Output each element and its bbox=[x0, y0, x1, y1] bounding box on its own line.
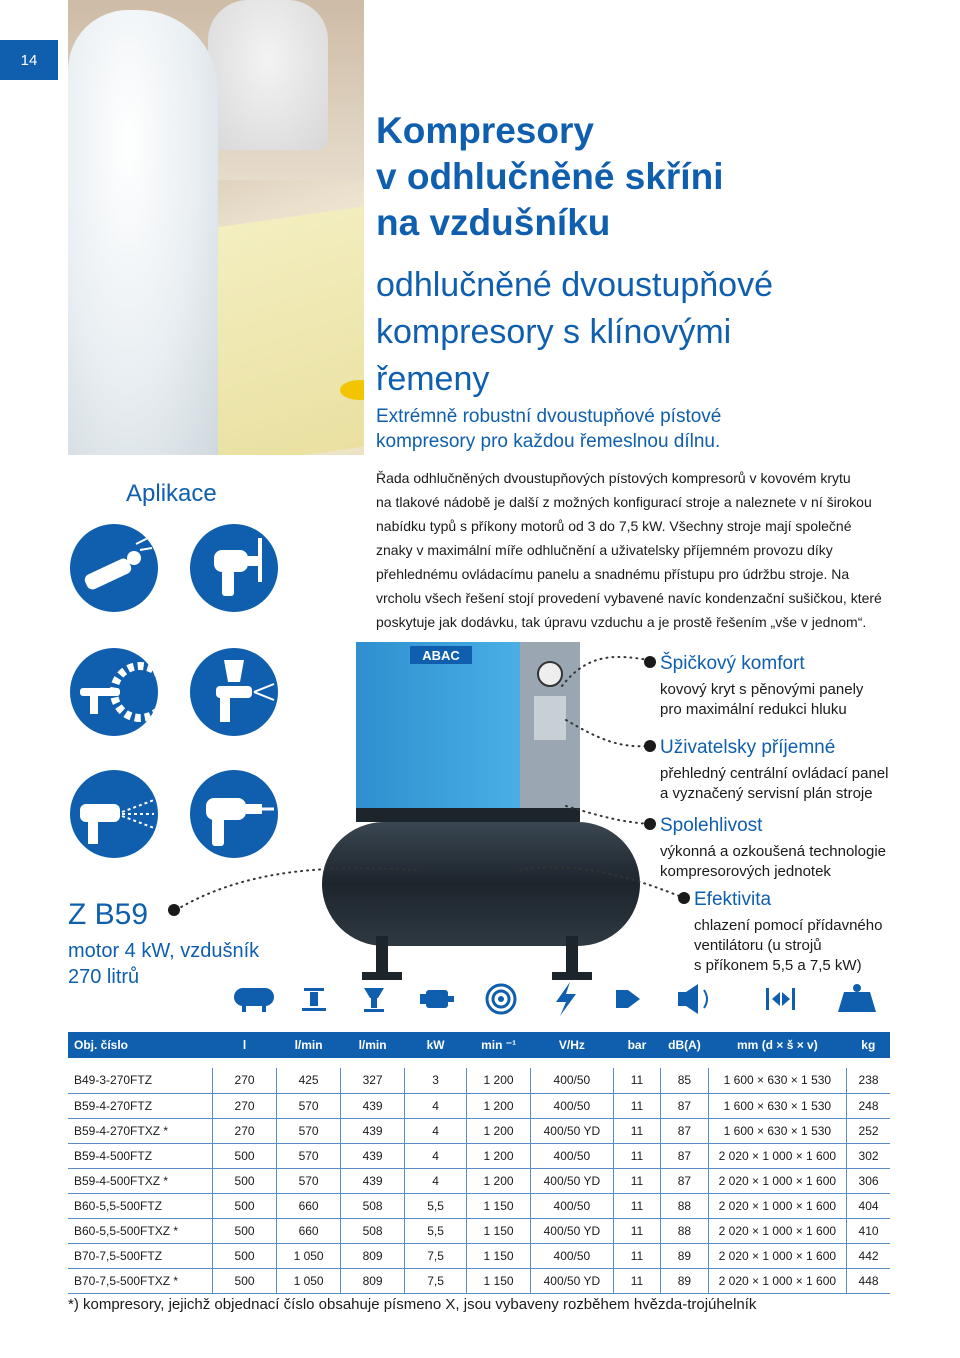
table-cell: 11 bbox=[613, 1093, 661, 1118]
table-cell: 11 bbox=[613, 1143, 661, 1168]
table-cell: 1 150 bbox=[467, 1268, 531, 1293]
table-cell: 404 bbox=[847, 1193, 890, 1218]
table-cell: 88 bbox=[661, 1193, 709, 1218]
table-row bbox=[68, 1193, 890, 1218]
table-cell: 85 bbox=[661, 1068, 709, 1093]
table-cell: 400/50 YD bbox=[531, 1118, 614, 1143]
table-cell: B49-3-270FTZ bbox=[68, 1068, 213, 1093]
table-cell: B60-5,5-500FTZ bbox=[68, 1193, 213, 1218]
table-row bbox=[68, 1118, 890, 1143]
table-cell: 570 bbox=[277, 1093, 341, 1118]
table-cell: B59-4-270FTXZ * bbox=[68, 1118, 213, 1143]
table-cell: 2 020 × 1 000 × 1 600 bbox=[708, 1143, 846, 1168]
table-cell: 1 150 bbox=[467, 1243, 531, 1268]
table-cell: B60-5,5-500FTXZ * bbox=[68, 1218, 213, 1243]
feature-comfort bbox=[660, 652, 863, 720]
table-cell: 87 bbox=[661, 1118, 709, 1143]
table-cell: 89 bbox=[661, 1268, 709, 1293]
spec-table bbox=[68, 1032, 890, 1294]
table-cell: 400/50 bbox=[531, 1193, 614, 1218]
table-row bbox=[68, 1093, 890, 1118]
table-row bbox=[68, 1068, 890, 1093]
page-number: 14 bbox=[0, 40, 58, 80]
leader-dot bbox=[644, 740, 656, 752]
table-cell: 500 bbox=[213, 1143, 277, 1168]
table-cell: 87 bbox=[661, 1093, 709, 1118]
table-cell: 5,5 bbox=[405, 1193, 467, 1218]
air-intake-icon bbox=[302, 988, 326, 1011]
col-header: l/min bbox=[277, 1032, 341, 1058]
table-cell: 7,5 bbox=[405, 1243, 467, 1268]
motor-icon bbox=[420, 990, 454, 1008]
table-cell: 400/50 bbox=[531, 1143, 614, 1168]
table-cell: 809 bbox=[341, 1268, 405, 1293]
table-cell: 87 bbox=[661, 1143, 709, 1168]
table-cell: 570 bbox=[277, 1143, 341, 1168]
leader-dot bbox=[644, 656, 656, 668]
noise-icon bbox=[678, 984, 707, 1014]
feature-efficiency bbox=[694, 888, 882, 976]
table-cell: 660 bbox=[277, 1218, 341, 1243]
feature-title: Spolehlivost bbox=[660, 815, 763, 836]
leader-dot bbox=[168, 904, 180, 916]
table-cell: 3 bbox=[405, 1068, 467, 1093]
table-cell: 439 bbox=[341, 1168, 405, 1193]
feature-reliability bbox=[660, 814, 886, 882]
air-delivery-icon bbox=[364, 988, 384, 1012]
table-cell: 439 bbox=[341, 1093, 405, 1118]
table-cell: 500 bbox=[213, 1193, 277, 1218]
spec-icon-row bbox=[230, 978, 890, 1018]
table-cell: 1 200 bbox=[467, 1068, 531, 1093]
table-cell: 500 bbox=[213, 1168, 277, 1193]
table-cell: 1 200 bbox=[467, 1118, 531, 1143]
table-cell: 11 bbox=[613, 1118, 661, 1143]
model-description: motor 4 kW, vzdušník 270 litrů bbox=[68, 940, 260, 988]
col-header: mm (d × š × v) bbox=[708, 1032, 846, 1058]
col-header: V/Hz bbox=[531, 1032, 614, 1058]
table-cell: 2 020 × 1 000 × 1 600 bbox=[708, 1268, 846, 1293]
col-header: min ⁻¹ bbox=[467, 1032, 531, 1058]
col-header: l/min bbox=[341, 1032, 405, 1058]
table-cell: 302 bbox=[847, 1143, 890, 1168]
table-cell: 11 bbox=[613, 1068, 661, 1093]
table-cell: 4 bbox=[405, 1093, 467, 1118]
table-cell: 439 bbox=[341, 1118, 405, 1143]
table-cell: 2 020 × 1 000 × 1 600 bbox=[708, 1168, 846, 1193]
feature-title: Efektivita bbox=[694, 889, 772, 910]
table-cell: 11 bbox=[613, 1268, 661, 1293]
table-cell: 1 050 bbox=[277, 1243, 341, 1268]
feature-usability bbox=[660, 736, 889, 804]
table-cell: 11 bbox=[613, 1193, 661, 1218]
table-cell: 425 bbox=[277, 1068, 341, 1093]
table-header-row bbox=[68, 1032, 890, 1058]
col-header: bar bbox=[613, 1032, 661, 1058]
table-cell: 252 bbox=[847, 1118, 890, 1143]
table-cell: 270 bbox=[213, 1068, 277, 1093]
table-cell: 4 bbox=[405, 1168, 467, 1193]
feature-text: výkonná a ozkoušená technologie kompresorových jednotek bbox=[660, 843, 886, 880]
table-cell: 2 020 × 1 000 × 1 600 bbox=[708, 1243, 846, 1268]
tank-icon bbox=[234, 988, 274, 1012]
table-row bbox=[68, 1168, 890, 1193]
table-cell: 1 200 bbox=[467, 1168, 531, 1193]
table-cell: 570 bbox=[277, 1168, 341, 1193]
pressure-icon bbox=[616, 990, 640, 1008]
applications-label: Aplikace bbox=[126, 480, 217, 507]
table-cell: 508 bbox=[341, 1193, 405, 1218]
table-cell: 270 bbox=[213, 1093, 277, 1118]
table-cell: 248 bbox=[847, 1093, 890, 1118]
table-row bbox=[68, 1268, 890, 1293]
table-cell: 11 bbox=[613, 1168, 661, 1193]
table-cell: 89 bbox=[661, 1243, 709, 1268]
table-cell: 439 bbox=[341, 1143, 405, 1168]
table-cell: 809 bbox=[341, 1243, 405, 1268]
feature-text: kovový kryt s pěnovými panely pro maximální redukci hluku bbox=[660, 681, 864, 718]
body-paragraph: Řada odhlučněných dvoustupňových pístových kompresorů v kovovém krytu na tlakové nádobě je další z možných konfigurací stroje a naleznete v ní širokou nabídku typů s příkony motorů od 3 do 7,5 kW. Všechny stroje mají společné znaky v maximální míře odhlučnění a uživatelsky příjemném provozu díky přehlednému ovládacímu panelu a snadnému přístupu pro údržbu stroje. Na vrcholu všech řešení stojí provedení vybavené navíc kondenzační sušičkou, které poskytuje jak dodávku, tak úpravu vzduchu a je prostě řešením „vše v jednom“. bbox=[376, 470, 882, 630]
table-cell: B70-7,5-500FTXZ * bbox=[68, 1268, 213, 1293]
table-cell: 1 200 bbox=[467, 1093, 531, 1118]
col-header: dB(A) bbox=[661, 1032, 709, 1058]
model-name: Z B59 bbox=[68, 898, 149, 931]
speed-icon bbox=[487, 985, 515, 1013]
table-cell: 327 bbox=[341, 1068, 405, 1093]
lead-paragraph: Extrémně robustní dvoustupňové pístové kompresory pro každou řemeslnou dílnu. bbox=[376, 406, 722, 452]
table-cell: 400/50 bbox=[531, 1243, 614, 1268]
page-subtitle: odhlučněné dvoustupňové kompresory s klínovými řemeny bbox=[376, 266, 773, 398]
table-cell: 1 050 bbox=[277, 1268, 341, 1293]
table-cell: 4 bbox=[405, 1143, 467, 1168]
table-row bbox=[68, 1143, 890, 1168]
table-cell: 448 bbox=[847, 1268, 890, 1293]
table-row bbox=[68, 1243, 890, 1268]
table-cell: 4 bbox=[405, 1118, 467, 1143]
table-cell: 7,5 bbox=[405, 1268, 467, 1293]
table-cell: 570 bbox=[277, 1118, 341, 1143]
brand-logo: ABAC bbox=[422, 648, 460, 663]
table-cell: 400/50 YD bbox=[531, 1218, 614, 1243]
feature-title: Uživatelsky příjemné bbox=[660, 737, 836, 758]
feature-text: chlazení pomocí přídavného ventilátoru (u strojů s příkonem 5,5 a 7,5 kW) bbox=[694, 917, 883, 974]
table-cell: 500 bbox=[213, 1243, 277, 1268]
table-cell: 87 bbox=[661, 1168, 709, 1193]
table-cell: 5,5 bbox=[405, 1218, 467, 1243]
table-cell: 660 bbox=[277, 1193, 341, 1218]
table-cell: 500 bbox=[213, 1268, 277, 1293]
table-cell: 442 bbox=[847, 1243, 890, 1268]
table-cell: 400/50 YD bbox=[531, 1168, 614, 1193]
table-cell: 11 bbox=[613, 1218, 661, 1243]
dimensions-icon bbox=[766, 988, 795, 1010]
feature-title: Špičkový komfort bbox=[660, 653, 805, 674]
table-cell: B59-4-500FTXZ * bbox=[68, 1168, 213, 1193]
table-cell: 1 200 bbox=[467, 1143, 531, 1168]
table-cell: B70-7,5-500FTZ bbox=[68, 1243, 213, 1268]
table-cell: 508 bbox=[341, 1218, 405, 1243]
leader-dot bbox=[678, 892, 690, 904]
voltage-icon bbox=[556, 982, 576, 1016]
table-cell: 2 020 × 1 000 × 1 600 bbox=[708, 1218, 846, 1243]
col-header: Obj. číslo bbox=[68, 1032, 213, 1058]
table-cell: 400/50 bbox=[531, 1068, 614, 1093]
table-cell: 238 bbox=[847, 1068, 890, 1093]
feature-text: přehledný centrální ovládací panel a vyznačený servisní plán stroje bbox=[660, 765, 889, 802]
table-cell: B59-4-270FTZ bbox=[68, 1093, 213, 1118]
leader-dot bbox=[644, 818, 656, 830]
table-cell: 1 150 bbox=[467, 1193, 531, 1218]
table-cell: 500 bbox=[213, 1218, 277, 1243]
table-cell: 11 bbox=[613, 1243, 661, 1268]
table-cell: 2 020 × 1 000 × 1 600 bbox=[708, 1193, 846, 1218]
page-title: Kompresory v odhlučněné skříni na vzdušníku bbox=[376, 110, 724, 243]
col-header: kW bbox=[405, 1032, 467, 1058]
weight-icon bbox=[838, 984, 876, 1012]
table-cell: 1 600 × 630 × 1 530 bbox=[708, 1093, 846, 1118]
col-header: l bbox=[213, 1032, 277, 1058]
table-cell: 410 bbox=[847, 1218, 890, 1243]
table-cell: 270 bbox=[213, 1118, 277, 1143]
table-cell: 1 600 × 630 × 1 530 bbox=[708, 1118, 846, 1143]
table-row bbox=[68, 1218, 890, 1243]
table-cell: 400/50 YD bbox=[531, 1268, 614, 1293]
table-cell: 1 150 bbox=[467, 1218, 531, 1243]
col-header: kg bbox=[847, 1032, 890, 1058]
table-cell: 88 bbox=[661, 1218, 709, 1243]
table-cell: 306 bbox=[847, 1168, 890, 1193]
table-cell: 1 600 × 630 × 1 530 bbox=[708, 1068, 846, 1093]
footnote: *) kompresory, jejichž objednací číslo obsahuje písmeno X, jsou vybaveny rozběhem hvězda-trojúhelník bbox=[68, 1296, 757, 1313]
table-cell: 400/50 bbox=[531, 1093, 614, 1118]
table-cell: B59-4-500FTZ bbox=[68, 1143, 213, 1168]
